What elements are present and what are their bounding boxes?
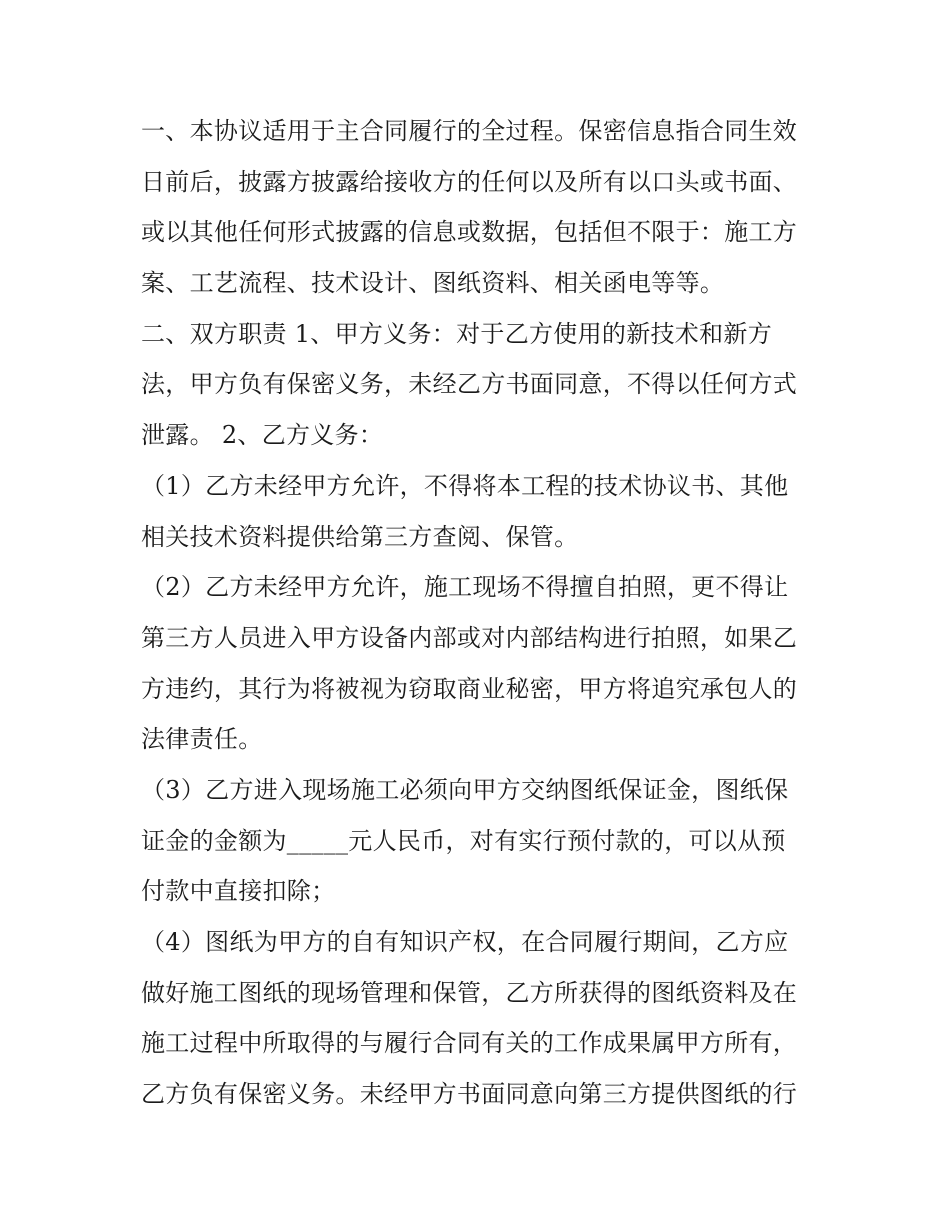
text-line: （2）乙方未经甲方允许，施工现场不得擅自拍照，更不得让 [141, 573, 789, 602]
text-line: 相关技术资料提供给第三方查阅、保管。 [141, 522, 579, 551]
text-line: 法，甲方负有保密义务，未经乙方书面同意，不得以任何方式 [141, 370, 798, 399]
text-line: 泄露。 2、乙方义务： [141, 421, 384, 450]
text-line: 施工过程中所取得的与履行合同有关的工作成果属甲方所有， [141, 1029, 798, 1058]
text-line: 做好施工图纸的现场管理和保管，乙方所获得的图纸资料及在 [141, 978, 798, 1007]
text-line: （1）乙方未经甲方允许，不得将本工程的技术协议书、其他 [141, 471, 789, 500]
text-line: 一、本协议适用于主合同履行的全过程。保密信息指合同生效 [141, 117, 798, 145]
text-line: 日前后，披露方披露给接收方的任何以及所有以口头或书面、 [141, 167, 798, 196]
text-line: 第三方人员进入甲方设备内部或对内部结构进行拍照，如果乙 [141, 623, 798, 652]
text-line: 法律责任。 [141, 725, 263, 754]
text-line: 方违约，其行为将被视为窃取商业秘密，甲方将追究承包人的 [141, 674, 798, 703]
text-line: 案、工艺流程、技术设计、图纸资料、相关函电等等。 [141, 269, 725, 298]
text-line: 证金的金额为_____元人民币，对有实行预付款的，可以从预 [141, 826, 786, 855]
text-line: 付款中直接扣除； [141, 877, 336, 906]
text-line: 二、双方职责 1、甲方义务：对于乙方使用的新技术和新方 [141, 319, 772, 348]
text-line: （4）图纸为甲方的自有知识产权，在合同履行期间，乙方应 [141, 928, 789, 956]
text-line: 乙方负有保密义务。未经甲方书面同意向第三方提供图纸的行 [141, 1080, 798, 1109]
text-line: 或以其他任何形式披露的信息或数据，包括但不限于：施工方 [141, 218, 798, 247]
document-body-text [141, 106, 821, 1120]
text-line: （3）乙方进入现场施工必须向甲方交纳图纸保证金，图纸保 [141, 775, 789, 804]
